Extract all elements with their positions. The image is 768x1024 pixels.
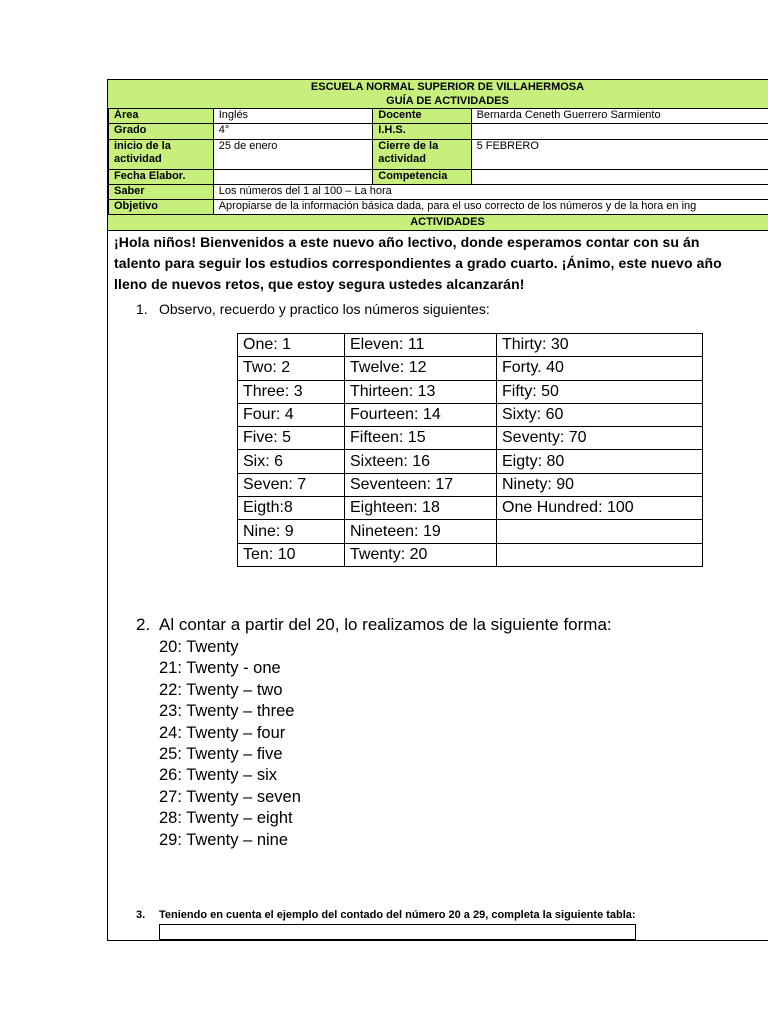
intro-paragraph — [114, 232, 768, 295]
table-cell — [497, 520, 703, 543]
docente-value: Bernarda Ceneth Guerrero Sarmiento — [471, 109, 768, 124]
table-cell: Three: 3 — [238, 380, 345, 403]
list-item: 27: Twenty – seven — [159, 787, 301, 806]
activity-guide-document — [107, 79, 768, 941]
intro-line: lleno de nuevos retos, que estoy segura ustedes alcanzarán! — [114, 276, 525, 292]
saber-value: Los números del 1 al 100 – La hora — [213, 185, 768, 200]
grado-label: Grado — [109, 124, 214, 140]
table-cell: Two: 2 — [238, 357, 345, 380]
list-item: 20: Twenty — [159, 638, 239, 656]
school-name: ESCUELA NORMAL SUPERIOR DE VILLAHERMOSA — [108, 80, 768, 94]
table-row — [238, 357, 703, 380]
table-cell: One: 1 — [238, 334, 345, 357]
table-cell: Nine: 9 — [238, 520, 345, 543]
ihs-label: I.H.S. — [373, 124, 471, 140]
table-cell: Forty. 40 — [497, 357, 703, 380]
objetivo-value: Apropiarse de la información básica dada, para el uso correcto de los números y de la hora en ing — [213, 200, 768, 215]
guide-title: GUÍA DE ACTIVIDADES — [108, 94, 768, 109]
table-cell: Seventy: 70 — [497, 427, 703, 450]
answer-table-box — [159, 924, 636, 940]
competencia-value — [471, 170, 768, 185]
section3-text: Teniendo en cuenta el ejemplo del contado del número 20 a 29, completa la siguiente tabla: — [159, 909, 636, 921]
grado-value: 4° — [213, 124, 373, 140]
docente-label: Docente — [373, 109, 471, 124]
table-cell: Twenty: 20 — [345, 543, 497, 566]
numbers-table — [237, 333, 703, 567]
competencia-label: Competencia — [373, 170, 471, 185]
table-cell: Fourteen: 14 — [345, 403, 497, 426]
table-row — [238, 473, 703, 496]
inicio-value: 25 de enero — [213, 140, 373, 170]
table-cell: Eighteen: 18 — [345, 497, 497, 520]
table-cell: Thirty: 30 — [497, 334, 703, 357]
table-cell: Four: 4 — [238, 403, 345, 426]
table-row — [238, 450, 703, 473]
saber-label: Saber — [109, 185, 214, 200]
activities-header: ACTIVIDADES — [108, 215, 768, 231]
table-cell: Sixty: 60 — [497, 403, 703, 426]
cierre-value: 5 FEBRERO — [471, 140, 768, 170]
list-item: 28: Twenty – eight — [159, 809, 293, 828]
area-label: Área — [109, 109, 214, 124]
section2-heading — [136, 615, 612, 635]
info-table — [108, 108, 768, 215]
list-item: 21: Twenty - one — [159, 659, 281, 678]
table-row — [238, 427, 703, 450]
list-item: 23: Twenty – three — [159, 702, 295, 721]
table-cell: Eleven: 11 — [345, 334, 497, 357]
inicio-label: inicio de la actividad — [109, 140, 214, 170]
table-cell: Fifteen: 15 — [345, 427, 497, 450]
table-cell: Sixteen: 16 — [345, 450, 497, 473]
ihs-value — [471, 124, 768, 140]
twenties-list — [159, 637, 301, 851]
list-item: 24: Twenty – four — [159, 723, 286, 742]
list-item: 29: Twenty – nine — [159, 830, 289, 849]
fecha-label: Fecha Elabor. — [109, 170, 214, 185]
section1-number: 1. — [136, 301, 148, 317]
section3-heading — [136, 909, 636, 921]
cierre-label: Cierre de la actividad — [373, 140, 471, 170]
list-item: 22: Twenty – two — [159, 680, 283, 699]
objetivo-label: Objetivo — [109, 200, 214, 215]
table-cell: Eigty: 80 — [497, 450, 703, 473]
table-row — [238, 543, 703, 566]
table-cell — [497, 543, 703, 566]
table-cell: Seven: 7 — [238, 473, 345, 496]
intro-line: ¡Hola niños! Bienvenidos a este nuevo año lectivo, donde esperamos contar con su án — [114, 234, 700, 250]
table-row — [238, 403, 703, 426]
table-cell: Nineteen: 19 — [345, 520, 497, 543]
table-cell: One Hundred: 100 — [497, 497, 703, 520]
table-row — [238, 334, 703, 357]
table-row — [238, 497, 703, 520]
section2-number: 2. — [136, 615, 151, 634]
table-cell: Eigth:8 — [238, 497, 345, 520]
table-cell: Five: 5 — [238, 427, 345, 450]
table-row — [238, 520, 703, 543]
area-value: Inglés — [213, 109, 373, 124]
table-cell: Fifty: 50 — [497, 380, 703, 403]
table-cell: Seventeen: 17 — [345, 473, 497, 496]
table-cell: Twelve: 12 — [345, 357, 497, 380]
intro-line: talento para seguir los estudios correspondientes a grado cuarto. ¡Ánimo, este nuevo año — [114, 255, 722, 271]
fecha-value — [213, 170, 373, 185]
table-cell: Six: 6 — [238, 450, 345, 473]
table-row — [238, 380, 703, 403]
table-cell: Thirteen: 13 — [345, 380, 497, 403]
section1-text: Observo, recuerdo y practico los números siguientes: — [159, 301, 490, 317]
table-cell: Ninety: 90 — [497, 473, 703, 496]
section2-text: Al contar a partir del 20, lo realizamos de la siguiente forma: — [159, 615, 612, 634]
section3-number: 3. — [136, 909, 146, 921]
list-item: 26: Twenty – six — [159, 766, 278, 785]
list-item: 25: Twenty – five — [159, 745, 283, 764]
table-cell: Ten: 10 — [238, 543, 345, 566]
